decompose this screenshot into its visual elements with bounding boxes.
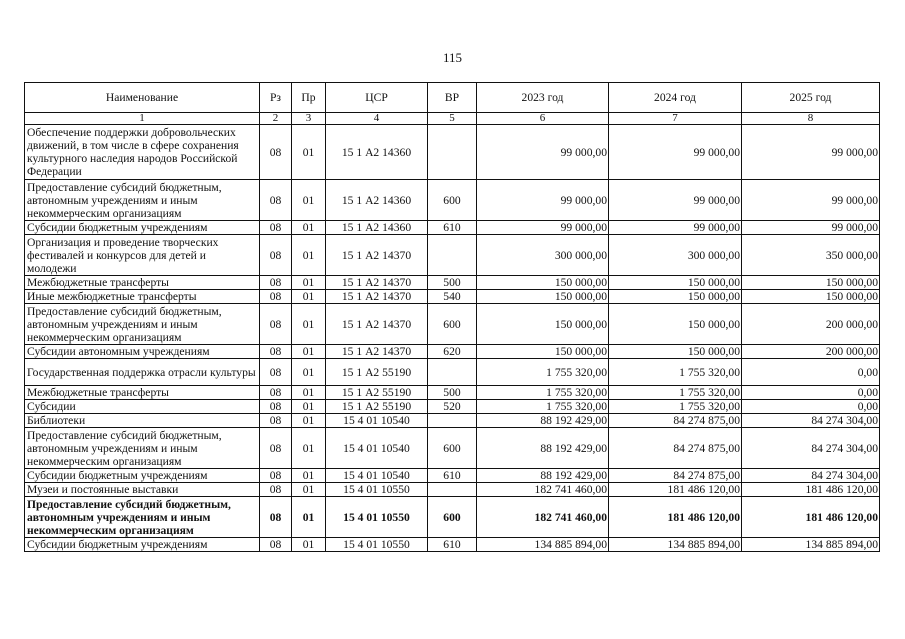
cell-y2023: 88 192 429,00 <box>477 414 609 428</box>
column-header: Рз <box>260 83 292 113</box>
cell-vr: 600 <box>428 428 477 469</box>
column-header: Наименование <box>25 83 260 113</box>
cell-y2025: 99 000,00 <box>742 125 880 180</box>
cell-rz: 08 <box>260 386 292 400</box>
column-number: 7 <box>609 113 742 125</box>
cell-y2025: 84 274 304,00 <box>742 414 880 428</box>
cell-pr: 01 <box>292 469 326 483</box>
table-row <box>25 469 880 483</box>
cell-name: Субсидии бюджетным учреждениям <box>25 221 260 235</box>
cell-rz: 08 <box>260 125 292 180</box>
cell-name: Предоставление субсидий бюджетным, автономным учреждениям и иным некоммерческим организациям <box>25 497 260 538</box>
cell-y2023: 150 000,00 <box>477 304 609 345</box>
cell-y2024: 84 274 875,00 <box>609 428 742 469</box>
cell-y2025: 181 486 120,00 <box>742 483 880 497</box>
cell-y2023: 1 755 320,00 <box>477 400 609 414</box>
cell-rz: 08 <box>260 414 292 428</box>
cell-y2025: 200 000,00 <box>742 304 880 345</box>
cell-csr: 15 1 А2 14370 <box>326 290 428 304</box>
cell-rz: 08 <box>260 359 292 386</box>
cell-vr <box>428 483 477 497</box>
cell-y2024: 1 755 320,00 <box>609 386 742 400</box>
column-header: 2025 год <box>742 83 880 113</box>
cell-y2025: 350 000,00 <box>742 235 880 276</box>
cell-y2023: 150 000,00 <box>477 345 609 359</box>
cell-y2024: 181 486 120,00 <box>609 497 742 538</box>
cell-y2023: 182 741 460,00 <box>477 497 609 538</box>
table-row <box>25 483 880 497</box>
table-row <box>25 290 880 304</box>
cell-name: Организация и проведение творческих фестивалей и конкурсов для детей и молодежи <box>25 235 260 276</box>
page-number: 115 <box>442 50 463 65</box>
cell-vr <box>428 235 477 276</box>
cell-vr: 600 <box>428 180 477 221</box>
cell-rz: 08 <box>260 235 292 276</box>
cell-y2023: 88 192 429,00 <box>477 428 609 469</box>
header-row <box>25 83 880 113</box>
cell-y2023: 99 000,00 <box>477 221 609 235</box>
cell-vr: 500 <box>428 386 477 400</box>
cell-y2025: 84 274 304,00 <box>742 428 880 469</box>
cell-vr: 610 <box>428 538 477 552</box>
cell-pr: 01 <box>292 359 326 386</box>
cell-name: Субсидии автономным учреждениям <box>25 345 260 359</box>
cell-y2023: 134 885 894,00 <box>477 538 609 552</box>
cell-csr: 15 1 А2 14370 <box>326 345 428 359</box>
cell-pr: 01 <box>292 180 326 221</box>
table-row <box>25 400 880 414</box>
cell-vr <box>428 125 477 180</box>
cell-name: Межбюджетные трансферты <box>25 386 260 400</box>
cell-y2023: 1 755 320,00 <box>477 359 609 386</box>
cell-y2023: 88 192 429,00 <box>477 469 609 483</box>
cell-y2025: 99 000,00 <box>742 180 880 221</box>
cell-y2024: 84 274 875,00 <box>609 469 742 483</box>
table-row <box>25 497 880 538</box>
cell-y2023: 150 000,00 <box>477 276 609 290</box>
table-row <box>25 345 880 359</box>
cell-y2024: 1 755 320,00 <box>609 400 742 414</box>
table-row <box>25 359 880 386</box>
cell-y2024: 99 000,00 <box>609 125 742 180</box>
cell-y2025: 0,00 <box>742 359 880 386</box>
cell-pr: 01 <box>292 345 326 359</box>
column-number: 4 <box>326 113 428 125</box>
column-number: 6 <box>477 113 609 125</box>
cell-rz: 08 <box>260 483 292 497</box>
cell-vr: 540 <box>428 290 477 304</box>
cell-rz: 08 <box>260 345 292 359</box>
cell-y2025: 0,00 <box>742 400 880 414</box>
cell-y2025: 150 000,00 <box>742 276 880 290</box>
cell-name: Предоставление субсидий бюджетным, автономным учреждениям и иным некоммерческим организациям <box>25 428 260 469</box>
cell-y2024: 134 885 894,00 <box>609 538 742 552</box>
cell-rz: 08 <box>260 304 292 345</box>
cell-y2024: 300 000,00 <box>609 235 742 276</box>
cell-pr: 01 <box>292 483 326 497</box>
cell-y2024: 150 000,00 <box>609 304 742 345</box>
cell-y2023: 99 000,00 <box>477 125 609 180</box>
cell-csr: 15 1 А2 55190 <box>326 400 428 414</box>
table-row <box>25 276 880 290</box>
column-number: 8 <box>742 113 880 125</box>
cell-y2024: 150 000,00 <box>609 290 742 304</box>
cell-vr: 620 <box>428 345 477 359</box>
cell-rz: 08 <box>260 469 292 483</box>
cell-csr: 15 1 А2 14370 <box>326 304 428 345</box>
cell-y2025: 134 885 894,00 <box>742 538 880 552</box>
cell-name: Иные межбюджетные трансферты <box>25 290 260 304</box>
column-number: 2 <box>260 113 292 125</box>
cell-vr <box>428 414 477 428</box>
cell-csr: 15 1 А2 14360 <box>326 221 428 235</box>
table-row <box>25 538 880 552</box>
cell-vr: 600 <box>428 497 477 538</box>
cell-csr: 15 1 А2 14370 <box>326 276 428 290</box>
cell-csr: 15 4 01 10550 <box>326 483 428 497</box>
cell-y2024: 99 000,00 <box>609 180 742 221</box>
cell-name: Предоставление субсидий бюджетным, автономным учреждениям и иным некоммерческим организациям <box>25 180 260 221</box>
table-row <box>25 414 880 428</box>
column-header: Пр <box>292 83 326 113</box>
cell-csr: 15 4 01 10540 <box>326 414 428 428</box>
table-row <box>25 235 880 276</box>
cell-csr: 15 1 А2 55190 <box>326 386 428 400</box>
cell-name: Библиотеки <box>25 414 260 428</box>
cell-rz: 08 <box>260 538 292 552</box>
cell-pr: 01 <box>292 497 326 538</box>
cell-csr: 15 1 А2 55190 <box>326 359 428 386</box>
cell-y2025: 84 274 304,00 <box>742 469 880 483</box>
cell-csr: 15 1 А2 14360 <box>326 125 428 180</box>
cell-vr: 610 <box>428 221 477 235</box>
cell-name: Субсидии <box>25 400 260 414</box>
table-row <box>25 428 880 469</box>
cell-y2025: 181 486 120,00 <box>742 497 880 538</box>
table-row <box>25 221 880 235</box>
cell-y2025: 150 000,00 <box>742 290 880 304</box>
cell-y2023: 99 000,00 <box>477 180 609 221</box>
table-row <box>25 386 880 400</box>
column-header: ЦСР <box>326 83 428 113</box>
cell-name: Субсидии бюджетным учреждениям <box>25 469 260 483</box>
cell-y2023: 1 755 320,00 <box>477 386 609 400</box>
budget-table <box>24 82 880 552</box>
cell-y2024: 99 000,00 <box>609 221 742 235</box>
column-number: 5 <box>428 113 477 125</box>
cell-name: Обеспечение поддержки добровольческих движений, в том числе в сфере сохранения культурного наследия народов Российской Федерации <box>25 125 260 180</box>
cell-vr <box>428 359 477 386</box>
cell-y2024: 1 755 320,00 <box>609 359 742 386</box>
cell-y2025: 200 000,00 <box>742 345 880 359</box>
cell-name: Предоставление субсидий бюджетным, автономным учреждениям и иным некоммерческим организациям <box>25 304 260 345</box>
cell-name: Музеи и постоянные выставки <box>25 483 260 497</box>
cell-pr: 01 <box>292 414 326 428</box>
cell-y2025: 0,00 <box>742 386 880 400</box>
cell-csr: 15 4 01 10550 <box>326 538 428 552</box>
cell-y2024: 181 486 120,00 <box>609 483 742 497</box>
cell-name: Субсидии бюджетным учреждениям <box>25 538 260 552</box>
cell-rz: 08 <box>260 400 292 414</box>
column-number: 1 <box>25 113 260 125</box>
cell-pr: 01 <box>292 125 326 180</box>
cell-rz: 08 <box>260 221 292 235</box>
cell-pr: 01 <box>292 276 326 290</box>
cell-pr: 01 <box>292 235 326 276</box>
column-number-row <box>25 113 880 125</box>
cell-rz: 08 <box>260 276 292 290</box>
cell-rz: 08 <box>260 290 292 304</box>
cell-rz: 08 <box>260 497 292 538</box>
cell-csr: 15 4 01 10540 <box>326 469 428 483</box>
cell-y2025: 99 000,00 <box>742 221 880 235</box>
cell-csr: 15 1 А2 14360 <box>326 180 428 221</box>
column-header: ВР <box>428 83 477 113</box>
cell-csr: 15 4 01 10550 <box>326 497 428 538</box>
cell-pr: 01 <box>292 290 326 304</box>
table-row <box>25 125 880 180</box>
cell-pr: 01 <box>292 386 326 400</box>
table-row <box>25 304 880 345</box>
cell-name: Государственная поддержка отрасли культуры <box>25 359 260 386</box>
cell-pr: 01 <box>292 428 326 469</box>
cell-y2024: 84 274 875,00 <box>609 414 742 428</box>
cell-pr: 01 <box>292 538 326 552</box>
cell-y2023: 300 000,00 <box>477 235 609 276</box>
cell-name: Межбюджетные трансферты <box>25 276 260 290</box>
cell-rz: 08 <box>260 180 292 221</box>
cell-rz: 08 <box>260 428 292 469</box>
cell-pr: 01 <box>292 221 326 235</box>
cell-y2024: 150 000,00 <box>609 276 742 290</box>
cell-vr: 500 <box>428 276 477 290</box>
cell-vr: 610 <box>428 469 477 483</box>
cell-vr: 520 <box>428 400 477 414</box>
cell-vr: 600 <box>428 304 477 345</box>
cell-csr: 15 1 А2 14370 <box>326 235 428 276</box>
cell-csr: 15 4 01 10540 <box>326 428 428 469</box>
cell-y2023: 150 000,00 <box>477 290 609 304</box>
cell-pr: 01 <box>292 304 326 345</box>
cell-pr: 01 <box>292 400 326 414</box>
cell-y2023: 182 741 460,00 <box>477 483 609 497</box>
column-header: 2023 год <box>477 83 609 113</box>
table-row <box>25 180 880 221</box>
cell-y2024: 150 000,00 <box>609 345 742 359</box>
column-number: 3 <box>292 113 326 125</box>
column-header: 2024 год <box>609 83 742 113</box>
